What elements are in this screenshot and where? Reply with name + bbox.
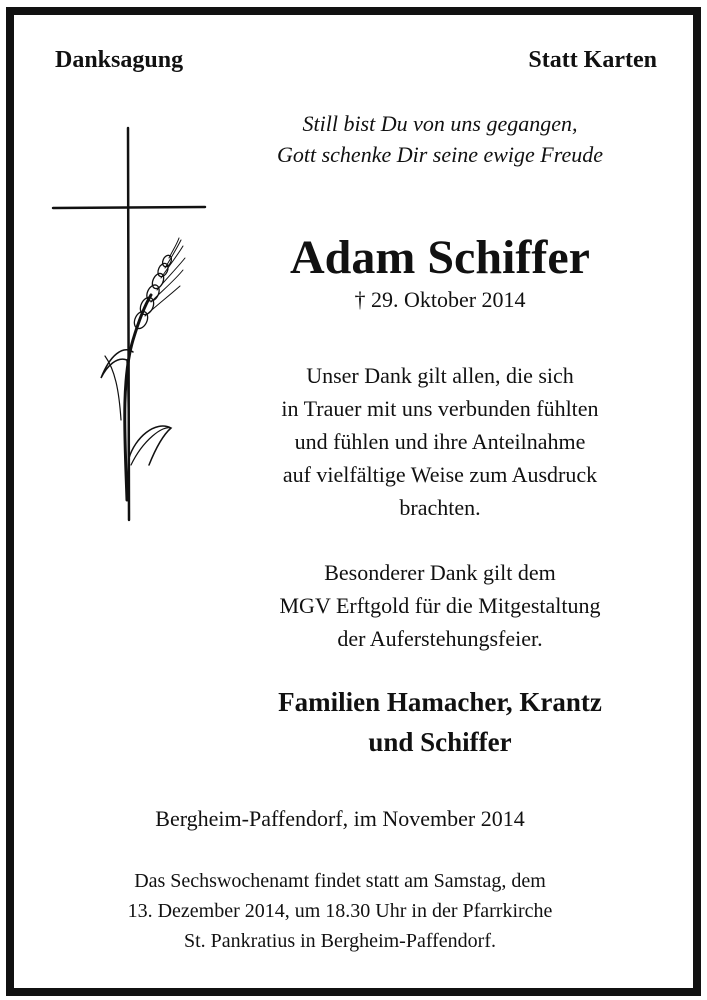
service-line: 13. Dezember 2014, um 18.30 Uhr in der Pfarrkirche xyxy=(127,900,553,922)
thanks-line: brachten. xyxy=(399,495,481,520)
deceased-name: Adam Schiffer xyxy=(290,231,590,284)
special-thanks-paragraph xyxy=(205,556,675,655)
family-signature xyxy=(205,682,675,762)
special-thanks-line: Besonderer Dank gilt dem xyxy=(324,560,556,585)
family-line: Familien Hamacher, Krantz xyxy=(278,687,602,717)
special-thanks-line: der Auferstehungsfeier. xyxy=(337,626,543,651)
service-line: St. Pankratius in Bergheim-Paffendorf. xyxy=(184,930,496,952)
thanks-paragraph xyxy=(205,359,675,524)
thanks-line: und fühlen und ihre Anteilnahme xyxy=(294,429,586,454)
thanks-line: Unser Dank gilt allen, die sich xyxy=(306,363,574,388)
thanks-line: auf vielfältige Weise zum Ausdruck xyxy=(282,462,598,487)
service-line: Das Sechswochenamt findet statt am Samstag, dem xyxy=(134,870,546,892)
service-notice xyxy=(40,866,640,956)
family-line: und Schiffer xyxy=(368,727,512,757)
header-left: Danksagung xyxy=(55,47,184,73)
special-thanks-line: MGV Erftgold für die Mitgestaltung xyxy=(279,593,601,618)
place-date: Bergheim-Paffendorf, im November 2014 xyxy=(155,806,525,831)
verse-line: Gott schenke Dir seine ewige Freude xyxy=(276,142,604,167)
cross-wheat-icon xyxy=(45,120,210,525)
memorial-verse xyxy=(205,108,675,170)
thanks-line: in Trauer mit uns verbunden fühlten xyxy=(281,396,599,421)
death-date: † 29. Oktober 2014 xyxy=(354,287,526,312)
verse-line: Still bist Du von uns gegangen, xyxy=(302,111,578,136)
header-right: Statt Karten xyxy=(528,47,657,73)
